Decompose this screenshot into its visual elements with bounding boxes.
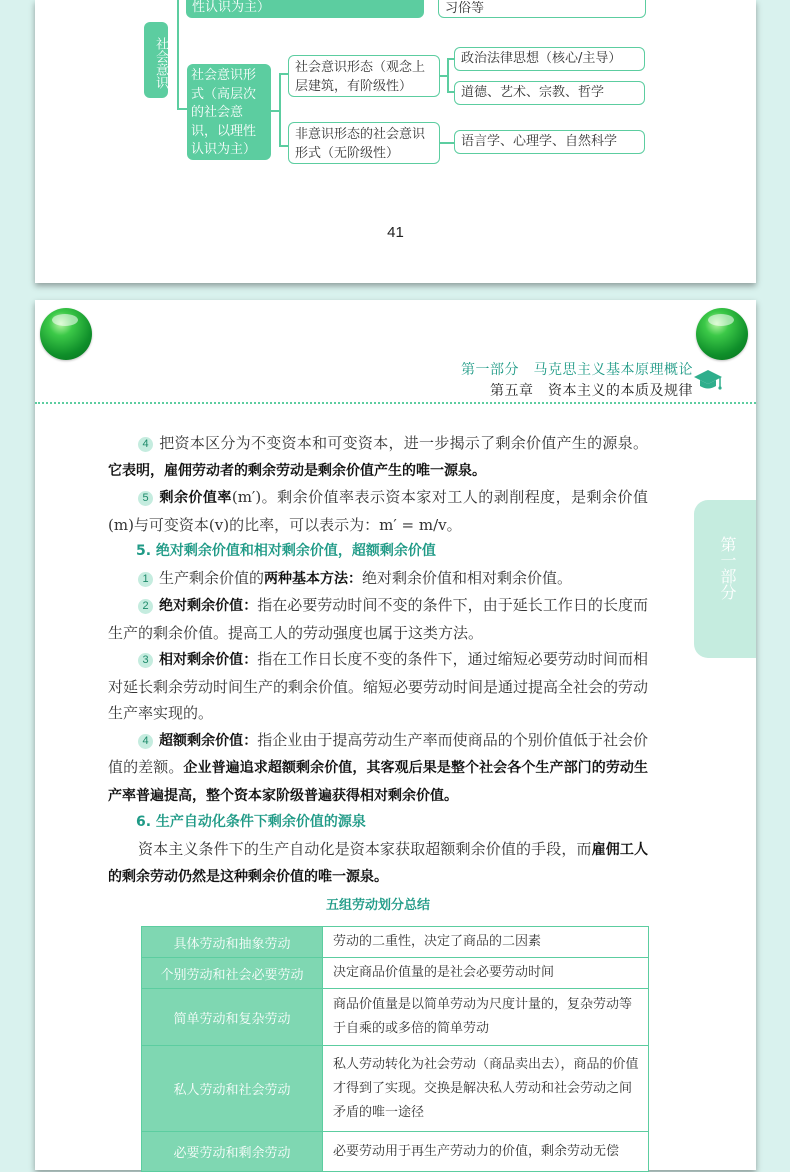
bold-text: 绝对剩余价值： <box>159 598 258 614</box>
table-row <box>142 1132 649 1172</box>
section-side-tab[interactable] <box>694 500 756 658</box>
table-row <box>142 989 649 1046</box>
table-value-cell: 私人劳动转化为社会劳动（商品卖出去），商品的价值才得到了实现。交换是解决私人劳动和社会劳动之间矛盾的唯一途径 <box>323 1046 649 1132</box>
paragraph <box>108 430 648 484</box>
table-row <box>142 927 649 958</box>
table-key-cell: 私人劳动和社会劳动 <box>142 1046 323 1132</box>
connector <box>440 75 447 77</box>
table-key-cell: 简单劳动和复杂劳动 <box>142 989 323 1046</box>
text: 资本主义条件下的生产自动化是资本家获取超额剩余价值的手段，而 <box>138 839 592 858</box>
table-value-cell: 劳动的二重性，决定了商品的二因素 <box>323 927 649 958</box>
header-chapter-title: 第五章 资本主义的本质及规律 <box>490 383 693 399</box>
bold-text: 两种基本方法： <box>264 570 363 587</box>
paragraph <box>108 484 648 538</box>
connector <box>440 142 454 144</box>
table-row <box>142 958 649 989</box>
paragraph <box>108 592 648 646</box>
bold-text: 剩余价值率 <box>159 490 232 506</box>
paragraph <box>108 836 648 891</box>
table-value-cell: 必要劳动用于再生产劳动力的价值，剩余劳动无偿 <box>323 1132 649 1172</box>
mindmap-branch-node: 社会意识形式（高层次的社会意识，以理性认识为主） <box>187 64 271 160</box>
paragraph <box>108 646 648 727</box>
mindmap-partial-node-right: 习俗等 <box>438 0 646 18</box>
mindmap-child-node: 非意识形态的社会意识形式（无阶级性） <box>288 122 440 164</box>
paragraph <box>108 565 648 593</box>
text: 把资本区分为不变资本和可变资本，进一步揭示了剩余价值产生的源泉。 <box>159 434 648 452</box>
graduation-cap-icon <box>693 367 723 393</box>
table-caption: 五组劳动划分总结 <box>325 897 430 913</box>
text: 指在工作日长度不变的条件下，通过缩短必要劳动时间而相对延长剩余劳动时间生产的剩余价值。缩短必要劳动时间是通过提高全社会的劳动生产率实现的。 <box>108 650 649 722</box>
text: 指企业由于提高劳动生产率而使商品的个别价值低于社会价值的差额。 <box>108 730 648 776</box>
bold-text: 企业普遍追求超额剩余价值，其客观后果是整个社会各个生产部门的劳动生产率普遍提高，整个资本家阶级普遍获得相对剩余价值。 <box>108 760 648 804</box>
mindmap-root-label: 社会意识 <box>153 37 168 89</box>
circled-number: 3 <box>138 653 153 668</box>
text: 指在必要劳动时间不变的条件下，由于延长工作日的长度而生产的剩余价值。提高工人的劳动强度也属于这类方法。 <box>108 596 648 642</box>
mindmap-leaf-node: 政治法律思想（核心/主导） <box>454 47 645 71</box>
section-heading: 6. 生产自动化条件下剩余价值的源泉 <box>136 814 366 830</box>
paragraph <box>108 727 648 810</box>
mindmap-leaf-node: 语言学、心理学、自然科学 <box>454 130 645 154</box>
header-divider <box>35 402 756 404</box>
connector <box>177 0 179 110</box>
bold-text: 相对剩余价值： <box>159 652 258 668</box>
connector <box>279 145 288 147</box>
bold-text: 超额剩余价值： <box>159 732 258 749</box>
circled-number: 5 <box>138 491 153 506</box>
table-key-cell: 必要劳动和剩余劳动 <box>142 1132 323 1172</box>
circled-number: 4 <box>138 734 153 749</box>
mindmap-root-node <box>144 22 168 98</box>
connector <box>447 58 454 60</box>
connector <box>177 108 187 110</box>
connector <box>271 110 279 112</box>
text: 绝对剩余价值和相对剩余价值。 <box>362 568 573 587</box>
circled-number: 1 <box>138 572 153 587</box>
table-value-cell: 决定商品价值量的是社会必要劳动时间 <box>323 958 649 989</box>
table-value-cell: 商品价值量是以简单劳动为尺度计量的，复杂劳动等于自乘的或多倍的简单劳动 <box>323 989 649 1046</box>
table-key-cell: 具体劳动和抽象劳动 <box>142 927 323 958</box>
connector <box>279 73 281 147</box>
bold-text: 它表明，雇佣劳动者的剩余劳动是剩余价值产生的唯一源泉。 <box>108 462 486 479</box>
circled-number: 4 <box>138 437 153 452</box>
connector <box>447 91 454 93</box>
text: 生产剩余价值的 <box>159 568 265 587</box>
page-number: 41 <box>387 224 404 241</box>
connector <box>279 73 288 75</box>
header-part-title: 第一部分 马克思主义基本原理概论 <box>461 362 693 378</box>
green-ball-decoration <box>696 308 748 360</box>
side-tab-label: 第一部分 <box>718 536 737 600</box>
circled-number: 2 <box>138 599 153 614</box>
connector <box>447 58 449 92</box>
mindmap-child-node: 社会意识形态（观念上层建筑，有阶级性） <box>288 55 440 97</box>
mindmap-leaf-node: 道德、艺术、宗教、哲学 <box>454 81 645 105</box>
table-row <box>142 1046 649 1132</box>
summary-table <box>141 926 649 1172</box>
text: (m′)。剩余价值率表示资本家对工人的剥削程度，是剩余价值(m)与可变资本(v)的比率，可以表示为：m′ = m/v。 <box>108 488 648 534</box>
main-text <box>108 430 648 923</box>
mindmap-partial-node-left: 性认识为主） <box>186 0 424 18</box>
previous-page <box>35 0 756 283</box>
section-heading: 5. 绝对剩余价值和相对剩余价值，超额剩余价值 <box>136 543 436 559</box>
green-ball-decoration <box>40 308 92 360</box>
bold-text: 雇佣工人的剩余劳动仍然是这种剩余价值的唯一源泉。 <box>108 841 649 885</box>
table-key-cell: 个别劳动和社会必要劳动 <box>142 958 323 989</box>
